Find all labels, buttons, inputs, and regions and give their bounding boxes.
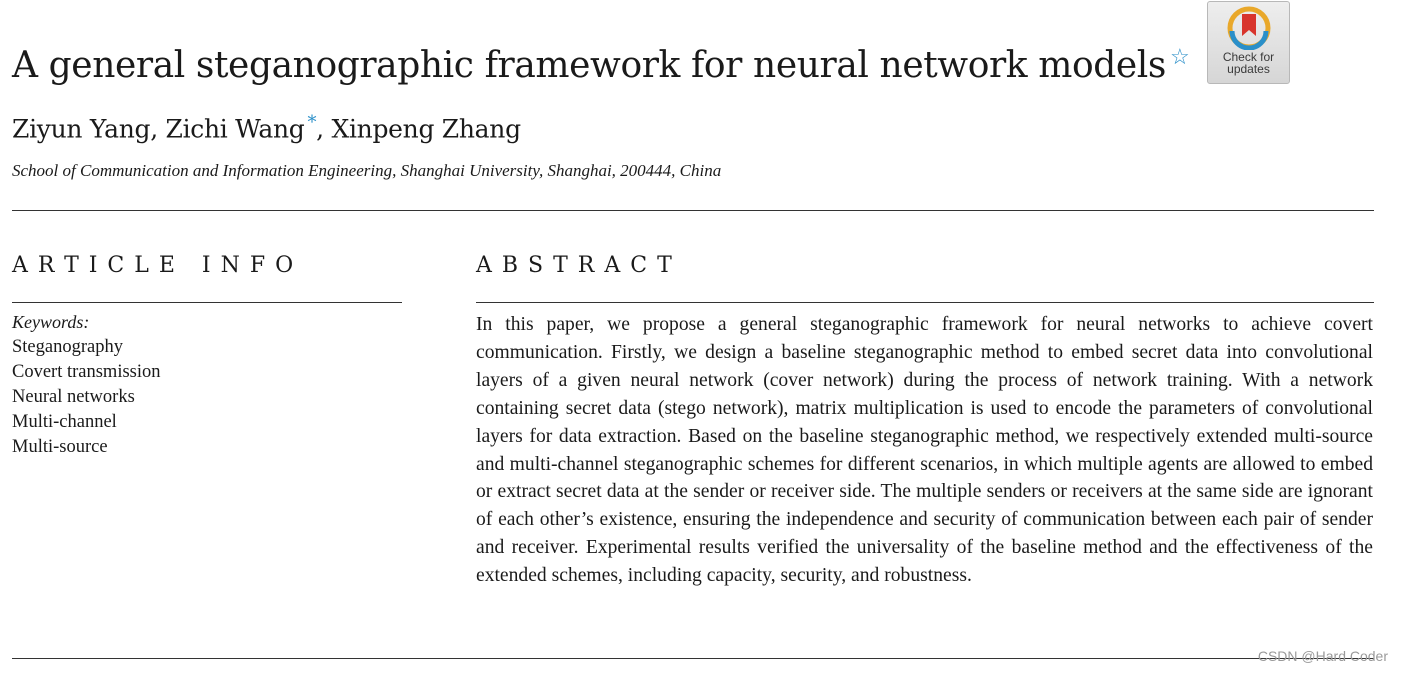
keyword-item: Steganography [12,337,123,357]
header-divider [12,210,1374,211]
check-for-updates-badge[interactable] [1207,1,1290,84]
abstract-heading: ABSTRACT [476,253,682,278]
author-list [12,112,521,143]
abstract-divider [476,302,1374,303]
affiliation: School of Communication and Information Engineering, Shanghai University, Shanghai, 200444, China [12,161,722,180]
title-footnote-star-icon[interactable]: ☆ [1170,45,1190,70]
author-names-rest: , Xinpeng Zhang [316,114,521,144]
badge-label [1219,51,1279,75]
paper-title-text: A general steganographic framework for neural network models [12,45,1166,86]
article-info-divider [12,302,402,303]
corresponding-author-mark[interactable]: * [307,112,317,133]
keyword-item: Covert transmission [12,362,161,382]
keyword-item: Multi-source [12,437,108,457]
badge-label-line1: Check for [1222,50,1275,64]
badge-label-line2: updates [1227,62,1270,76]
bookmark-ring-icon [1227,6,1271,50]
watermark: CSDN @Hard Coder [1257,648,1388,664]
keywords-label: Keywords: [12,312,90,332]
author-names-first: Ziyun Yang, Zichi Wang [12,114,305,144]
paper-title [12,44,1189,87]
footer-divider [12,658,1374,659]
abstract-text: In this paper, we propose a general steganographic framework for neural networks to achieve covert communication. Firstly, we design a baseline steganographic method to embed secret data into convolutional layers of a given neural network (cover network) during the process of network training. With a network containing secret data (stego network), matrix multiplication is used to encode the parameters of convolutional layers for data extraction. Based on the baseline steganographic method, we respectively extended multi-source and multi-channel steganographic schemes for different scenarios, in which multiple agents are allowed to embed or extract secret data at the sender or receiver side. The multiple senders or receivers at the same side are ignorant of each other’s existence, ensuring the independence and security of communication between each pair of sender and receiver. Experimental results verified the universality of the baseline method and the effectiveness of the extended schemes, including capacity, security, and robustness. [476,314,1373,587]
keyword-item: Multi-channel [12,412,117,432]
article-info-heading: ARTICLE INFO [12,253,304,278]
keyword-item: Neural networks [12,387,135,407]
keywords-list [12,335,161,460]
